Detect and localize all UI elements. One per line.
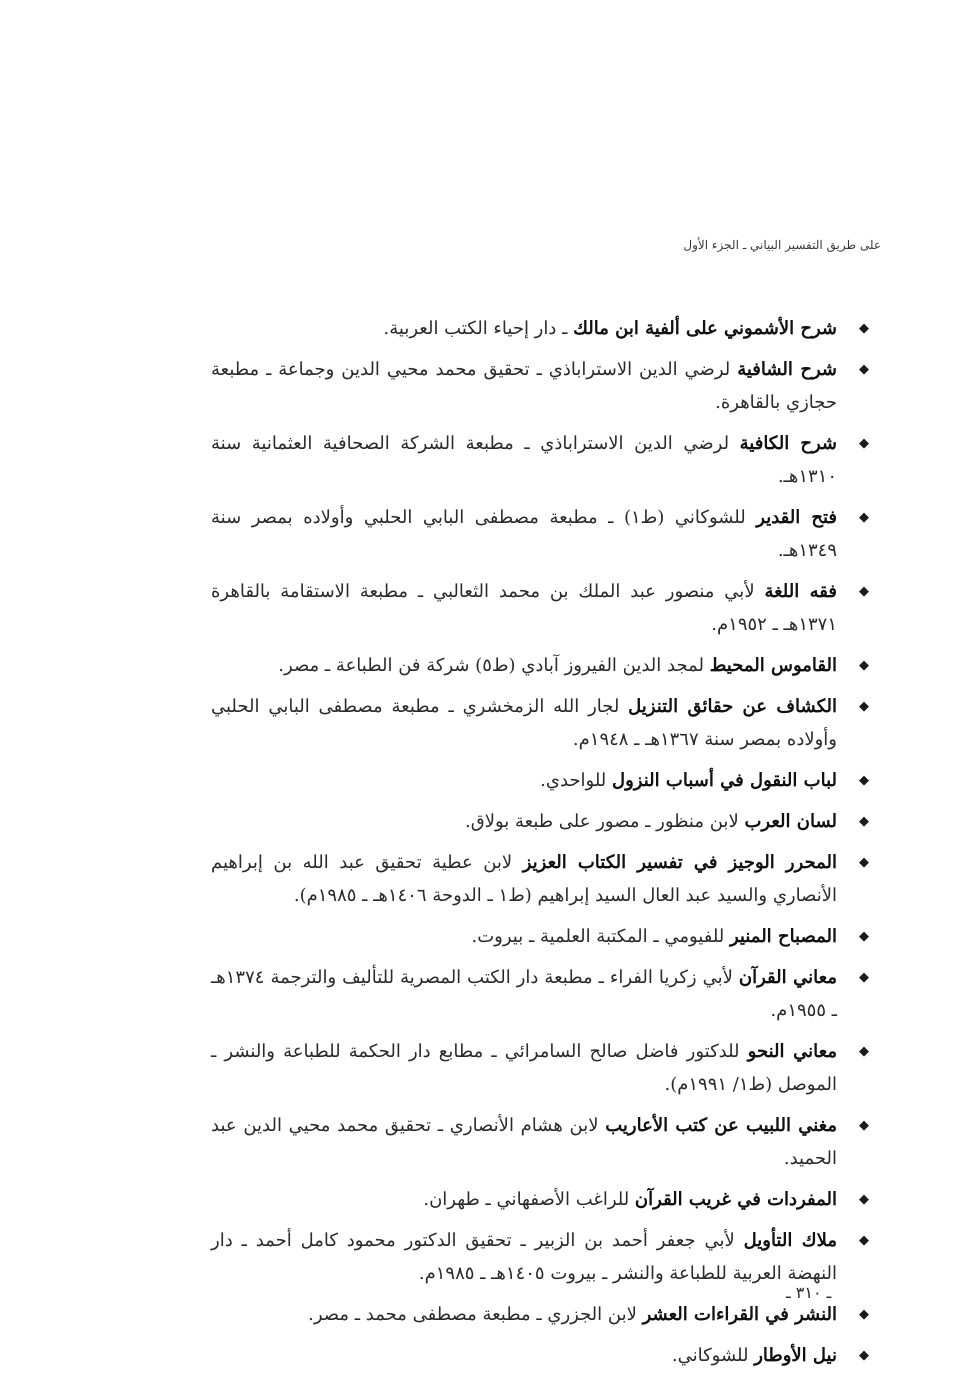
entry-title: النشر في القراءات العشر xyxy=(642,1304,837,1325)
diamond-bullet-icon: ◆ xyxy=(859,1118,869,1133)
entry-details: للدكتور فاضل صالح السامرائي ـ مطابع دار الحكمة للطباعة والنشر ـ الموصل (ط١/ ١٩٩١م). xyxy=(211,1041,837,1095)
entry-title: معاني القرآن xyxy=(738,967,837,988)
diamond-bullet-icon: ◆ xyxy=(859,699,869,714)
bibliography-entry xyxy=(211,961,871,1027)
entry-details: لأبي زكريا الفراء ـ مطبعة دار الكتب المصرية للتأليف والترجمة ١٣٧٤هـ ـ ١٩٥٥م. xyxy=(211,967,837,1021)
entry-title: مغني اللبيب عن كتب الأعاريب xyxy=(605,1115,837,1136)
diamond-bullet-icon: ◆ xyxy=(859,658,869,673)
bibliography-entry xyxy=(211,575,871,641)
diamond-bullet-icon: ◆ xyxy=(859,1348,869,1363)
entry-title: المفردات في غريب القرآن xyxy=(634,1189,837,1210)
bibliography-entry xyxy=(211,690,871,756)
diamond-bullet-icon: ◆ xyxy=(859,855,869,870)
entry-title: ملاك التأويل xyxy=(743,1230,837,1251)
diamond-bullet-icon: ◆ xyxy=(859,1307,869,1322)
bibliography-list xyxy=(211,312,871,1380)
bibliography-entry xyxy=(211,427,871,493)
entry-title: لسان العرب xyxy=(744,811,837,832)
entry-details: للفيومي ـ المكتبة العلمية ـ بيروت. xyxy=(471,926,730,947)
entry-title: القاموس المحيط xyxy=(709,655,837,676)
diamond-bullet-icon: ◆ xyxy=(859,1192,869,1207)
entry-details: ـ دار إحياء الكتب العربية. xyxy=(383,318,574,339)
diamond-bullet-icon: ◆ xyxy=(859,773,869,788)
diamond-bullet-icon: ◆ xyxy=(859,970,869,985)
entry-details: لأبي جعفر أحمد بن الزبير ـ تحقيق الدكتور محمود كامل أحمد ـ دار النهضة العربية للطباعة والنشر ـ بيروت ١٤٠٥هـ ـ ١٩٨٥م. xyxy=(211,1230,837,1284)
entry-title: لباب النقول في أسباب النزول xyxy=(612,770,837,791)
entry-title: المحرر الوجيز في تفسير الكتاب العزيز xyxy=(522,852,837,873)
bibliography-entry xyxy=(211,312,871,345)
entry-details: للشوكاني. xyxy=(671,1345,755,1366)
diamond-bullet-icon: ◆ xyxy=(859,321,869,336)
bibliography-entry xyxy=(211,649,871,682)
diamond-bullet-icon: ◆ xyxy=(859,929,869,944)
entry-details: لابن عطية تحقيق عبد الله بن إبراهيم الأنصاري والسيد عبد العال السيد إبراهيم (ط١ ـ الدوحة ١٤٠٦هـ ـ ١٩٨٥م). xyxy=(211,852,837,906)
entry-title: نيل الأوطار xyxy=(754,1345,837,1366)
bibliography-entry xyxy=(211,1339,871,1372)
entry-title: فتح القدير xyxy=(756,507,837,528)
diamond-bullet-icon: ◆ xyxy=(859,584,869,599)
entry-title: الكشاف عن حقائق التنزيل xyxy=(628,696,837,717)
bibliography-entry xyxy=(211,1183,871,1216)
entry-title: المصباح المنير xyxy=(730,926,837,947)
diamond-bullet-icon: ◆ xyxy=(859,1233,869,1248)
diamond-bullet-icon: ◆ xyxy=(859,436,869,451)
bibliography-entry xyxy=(211,353,871,419)
entry-details: لرضي الدين الاستراباذي ـ تحقيق محمد محيي الدين وجماعة ـ مطبعة حجازي بالقاهرة. xyxy=(211,359,837,413)
entry-title: فقه اللغة xyxy=(764,581,837,602)
entry-details: لابن الجزري ـ مطبعة مصطفى محمد ـ مصر. xyxy=(308,1304,643,1325)
bibliography-entry xyxy=(211,920,871,953)
bibliography-entry xyxy=(211,1224,871,1290)
entry-details: للراغب الأصفهاني ـ طهران. xyxy=(423,1189,635,1210)
entry-title: معاني النحو xyxy=(747,1041,837,1062)
bibliography-entry xyxy=(211,501,871,567)
entry-details: للواحدي. xyxy=(540,770,613,791)
bibliography-entry xyxy=(211,846,871,912)
bibliography-entry xyxy=(211,764,871,797)
bibliography-entry xyxy=(211,1298,871,1331)
entry-details: لابن منظور ـ مصور على طبعة بولاق. xyxy=(465,811,745,832)
entry-details: لأبي منصور عبد الملك بن محمد الثعالبي ـ مطبعة الاستقامة بالقاهرة ١٣٧١هـ ـ ١٩٥٢م. xyxy=(211,581,837,635)
entry-title: شرح الشافية xyxy=(737,359,837,380)
diamond-bullet-icon: ◆ xyxy=(859,814,869,829)
bibliography-entry xyxy=(211,1109,871,1175)
running-header: على طريق التفسير البياني ـ الجزء الأول xyxy=(683,238,881,252)
bibliography-entry xyxy=(211,1035,871,1101)
entry-details: لابن هشام الأنصاري ـ تحقيق محمد محيي الدين عبد الحميد. xyxy=(211,1115,837,1169)
entry-title: شرح الأشموني على ألفية ابن مالك xyxy=(573,318,837,339)
diamond-bullet-icon: ◆ xyxy=(859,1044,869,1059)
entry-details: لمجد الدين الفيروز آبادي (ط٥) شركة فن الطباعة ـ مصر. xyxy=(278,655,710,676)
entry-details: لرضي الدين الاستراباذي ـ مطبعة الشركة الصحافية العثمانية سنة ١٣١٠هـ. xyxy=(211,433,837,487)
diamond-bullet-icon: ◆ xyxy=(859,510,869,525)
entry-title: شرح الكافية xyxy=(739,433,837,454)
bibliography-entry xyxy=(211,805,871,838)
diamond-bullet-icon: ◆ xyxy=(859,362,869,377)
page-number: ـ ٣١٠ ـ xyxy=(786,1283,832,1302)
entry-details: لجار الله الزمخشري ـ مطبعة مصطفى البابي الحلبي وأولاده بمصر سنة ١٣٦٧هـ ـ ١٩٤٨م. xyxy=(211,696,837,750)
entry-details: للشوكاني (ط١) ـ مطبعة مصطفى البابي الحلبي وأولاده بمصر سنة ١٣٤٩هـ. xyxy=(211,507,837,561)
